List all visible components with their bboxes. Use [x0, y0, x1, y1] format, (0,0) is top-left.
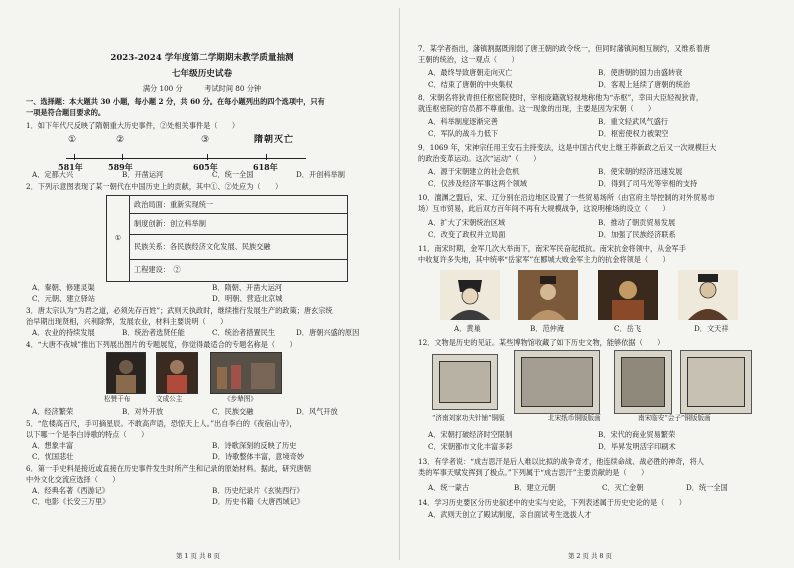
question-12: 12．文物是历史的见证。某些博物馆收藏了如下历史文物，能够依据（ ） — [418, 338, 665, 347]
portrait-icon — [678, 270, 738, 320]
wencheng-image — [156, 352, 198, 394]
q4-caption: 松赞干布 — [104, 395, 131, 403]
q5-option-b: B．诗歌深刻的反映了历史 — [212, 441, 297, 450]
page-left — [26, 0, 378, 568]
q2-row: 工程建设： ② — [134, 265, 188, 274]
q13-option-d: D．统一全国 — [686, 483, 728, 492]
question-3-line-2: 治早期出现贤相，兴利除弊，发展农业，材料主要说明（ ） — [26, 317, 228, 326]
q5-option-c: C．忧国悲壮 — [32, 452, 74, 461]
q2-option-b: B．隋朝、开凿大运河 — [212, 283, 282, 292]
q11-option-d: D．文天祥 — [694, 324, 729, 333]
timeline-tick — [122, 154, 123, 160]
portrait-icon — [518, 270, 578, 320]
q2-row: 民族关系：各民族经济文化发展、民族交融 — [130, 235, 347, 260]
q9-option-b: B．使宋朝的经济迅速发展 — [598, 167, 683, 176]
question-9-line-1: 9．1069 年，宋神宗任用王安石主持变法，这是中国古代史上继王莽新政之后又一次规模巨大 — [418, 143, 717, 152]
section-heading-cont: 一项是符合题目要求的。 — [26, 108, 106, 117]
q13-option-b: B．建立元朝 — [514, 483, 556, 492]
q13-option-c: C．灭亡金朝 — [602, 483, 644, 492]
timeline-mark-3: ③ — [201, 135, 210, 145]
q11-option-a: A．黄巢 — [454, 324, 481, 333]
question-1: 1．如下年代尺反映了隋朝重大历史事件，②处相关事件是（ ） — [26, 121, 240, 130]
q5-option-d: D．诗歌整体丰富，意境奇妙 — [212, 452, 305, 461]
page-divider — [399, 8, 400, 560]
yuefei-portrait — [598, 270, 658, 320]
question-11-line-2: 中收复许多失地，其中统率“岳家军”在郾城大败金军主力的抗金将领是（ ） — [418, 255, 670, 264]
q10-option-c: C．改变了政权并立局面 — [428, 230, 506, 239]
q12-caption: 南宋临安“会子”铜版版画 — [638, 414, 711, 422]
portrait-icon — [598, 270, 658, 320]
wentianxiang-portrait — [678, 270, 738, 320]
q8-option-c: C．军队的战斗力低下 — [428, 129, 499, 138]
q10-option-b: B．推动了朝贡贸易发展 — [598, 218, 676, 227]
timeline — [58, 134, 306, 172]
q7-option-a: A．最终导致唐朝走向灭亡 — [428, 68, 513, 77]
timeline-year: 618年 — [253, 162, 278, 172]
timeline-year: 589年 — [108, 162, 133, 172]
timeline-end-label: 隋朝灭亡 — [254, 135, 295, 145]
timeline-mark-1: ① — [68, 135, 77, 145]
q1-option-b: B．开凿运河 — [122, 170, 164, 179]
q4-caption: 《步辇图》 — [224, 395, 257, 403]
question-14: 14．学习历史要区分历史叙述中的史实与史论，下列表述属于历史史论的是（ ） — [418, 498, 686, 507]
fanzhongyan-portrait — [518, 270, 578, 320]
subject-title: 七年级历史试卷 — [171, 69, 233, 79]
question-5-line-1: 5．“危楼高百尺，手可摘星辰。不敢高声语，恐惊天上人。”出自李白的《夜宿山寺》， — [26, 419, 297, 428]
q7-option-d: D．客观上延续了唐朝的统治 — [598, 80, 691, 89]
q6-option-d: D．历史书籍《大唐西域记》 — [212, 497, 305, 506]
q12-option-a: A．宋朝打破经济时空限制 — [428, 430, 513, 439]
timeline-axis — [66, 158, 306, 159]
q9-option-d: D．得到了司马光等宰相的支持 — [598, 179, 698, 188]
question-11-line-1: 11．南宋时期，金军几次大举南下，南宋军民奋起抵抗。南宋抗金将领中，从金军手 — [418, 244, 686, 253]
q2-row: 政治局面：重新实现统一 — [130, 196, 347, 214]
q5-option-a: A．想象丰富 — [32, 441, 74, 450]
exam-title: 2023-2024 学年度第二学期期末教学质量抽测 — [110, 53, 294, 63]
q3-option-d: D．唐朝兴盛的原因 — [296, 328, 360, 337]
q8-option-a: A．科举制度逐渐完善 — [428, 117, 498, 126]
q12-option-d: D．毕昇发明活字印刷术 — [598, 442, 676, 451]
q1-option-c: C．统一全国 — [212, 170, 254, 179]
question-9-line-2: 的政治变革运动。这次“运动”（ ） — [418, 154, 541, 163]
question-6-line-1: 6．第一手史料是接近或直接在历史事件发生时所产生和记录的原始材料。据此，研究唐朝 — [26, 464, 311, 473]
q2-option-a: A．秦朝、修建灵渠 — [32, 283, 95, 292]
question-4: 4．“大唐不夜城”推出下列展出图片的专题展览，你觉得最适合的专题名称是（ ） — [26, 340, 297, 349]
q7-option-c: C．结束了唐朝的中央集权 — [428, 80, 513, 89]
q11-option-b: B．范仲淹 — [530, 324, 565, 333]
question-7-line-1: 7．某学者指出，藩镇割据既削弱了唐王朝的政令统一，但同时藩镇间相互制约，又维系着唐 — [418, 44, 711, 53]
question-13-line-1: 13．有学者说：“成吉思汗是后人难以比拟的战争奇才，他连续命战、战必胜的神奇，将人 — [418, 457, 704, 466]
question-10-line-2: 场）互市贸易，此后双方百年间不再有大规模战争，这说明榷场的设立（ ） — [418, 204, 670, 213]
section-heading: 一、选择题：本大题共 30 小题，每小题 2 分，共 60 分。在每小题列出的四个选项中，只有 — [26, 97, 325, 106]
q8-option-b: B．重文轻武风气盛行 — [598, 117, 668, 126]
q2-option-c: C．元朝、建立驿站 — [32, 294, 96, 303]
question-7-line-2: 王朝的统治，这一观点（ ） — [418, 55, 519, 64]
q12-caption: 北宋纸币铜版版画 — [548, 414, 601, 422]
q6-option-b: B．历史纪录片《玄奘西行》 — [212, 486, 304, 495]
page-right — [418, 0, 778, 568]
q2-diagram — [106, 195, 348, 282]
question-5-line-2: 以下哪一个是李白诗歌的特点（ ） — [26, 430, 149, 439]
q2-option-d: D．明朝、营造北京城 — [212, 294, 283, 303]
q4-option-a: A．经济繁荣 — [32, 407, 74, 416]
q4-caption: 文成公主 — [156, 395, 183, 403]
portrait-icon — [157, 353, 197, 393]
question-2: 2．下列示意图表现了某一朝代在中国历史上的贡献，其中①、②处应为（ ） — [26, 182, 283, 191]
question-3-line-1: 3．唐太宗认为“为君之道，必须先存百姓”；武则天执政时，继续推行发展生产的政策；唐玄宗统 — [26, 306, 333, 315]
painting-icon — [211, 353, 281, 393]
timeline-tick — [74, 154, 75, 160]
q12-option-c: C．宋朝都市文化丰富多彩 — [428, 442, 513, 451]
q14-option-a: A．武则天创立了殿试制度，亲自面试考生选拔人才 — [428, 510, 592, 519]
q6-option-a: A．经典名著《西游记》 — [32, 486, 110, 495]
q6-option-c: C．电影《长安三万里》 — [32, 497, 110, 506]
score-info: 满分 100 分 考试时间 80 分钟 — [142, 84, 262, 93]
bunian-painting-image — [210, 352, 282, 394]
q9-option-a: A．源于宋朝建立的社会危机 — [428, 167, 520, 176]
q8-option-d: D．枢密使权力被架空 — [598, 129, 669, 138]
q4-option-b: B．对外开放 — [122, 407, 164, 416]
q3-option-c: C．统治者措置民生 — [212, 328, 276, 337]
question-13-line-2: 类的军事天赋发挥到了极点。”下列属于“成吉思汗”主要贡献的是（ ） — [418, 468, 649, 477]
huizi-plate-image-2 — [680, 350, 752, 414]
q10-option-d: D．加强了民族经济联系 — [598, 230, 676, 239]
q10-option-a: A．扩大了宋朝统治区域 — [428, 218, 506, 227]
portrait-icon — [107, 353, 145, 393]
q1-option-d: D．开创科举制 — [296, 170, 345, 179]
timeline-tick — [266, 154, 267, 160]
q3-option-a: A．农业的持续发展 — [32, 328, 95, 337]
q1-option-a: A．定都大兴 — [32, 170, 74, 179]
portrait-icon — [440, 270, 500, 320]
q13-option-a: A．统一蒙古 — [428, 483, 470, 492]
timeline-year: 605年 — [193, 162, 218, 172]
q2-row: 制度创新：创立科举制 — [130, 214, 347, 235]
q3-option-b: B．统治者选贤任能 — [122, 328, 185, 337]
question-8-line-2: 就连枢密院的官员都不尊重他。这一现象的出现，主要是因为宋朝（ ） — [418, 104, 656, 113]
timeline-tick — [207, 154, 208, 160]
q12-caption: “济南刘家功夫针铺”铜版 — [432, 414, 505, 422]
q11-option-c: C．岳飞 — [614, 324, 642, 333]
page-footer: 第 2 页 共 8 页 — [568, 552, 612, 560]
songtsen-image — [106, 352, 146, 394]
question-6-line-2: 中外文化交流应选择（ ） — [26, 475, 120, 484]
q9-option-c: C．仅涉及经济军事这两个领域 — [428, 179, 527, 188]
timeline-mark-2: ② — [116, 135, 125, 145]
question-10-line-1: 10．澶渊之盟后，宋、辽分别在沿边地区设置了一些贸易场所（由官府主导控制的对外贸易市 — [418, 193, 715, 202]
page-footer: 第 1 页 共 8 页 — [176, 552, 220, 560]
timeline-year: 581年 — [58, 162, 83, 172]
q4-option-c: C．民族交融 — [212, 407, 254, 416]
q2-blank-1: ① — [107, 196, 130, 281]
q12-option-b: B．宋代的商业贸易繁荣 — [598, 430, 676, 439]
question-8-line-1: 8．宋朝名将狄青担任枢密院使时，宰相庞籍就轻视地称他为“赤枢”，幸田大臣轻视狄青， — [418, 93, 704, 102]
huangchao-portrait — [440, 270, 500, 320]
huizi-plate-image — [614, 350, 672, 414]
q7-option-b: B．使唐朝的国力由盛转衰 — [598, 68, 683, 77]
bronze-plate-image — [432, 354, 498, 410]
paper-money-plate-image — [514, 350, 600, 414]
q4-option-d: D．风气开放 — [296, 407, 338, 416]
